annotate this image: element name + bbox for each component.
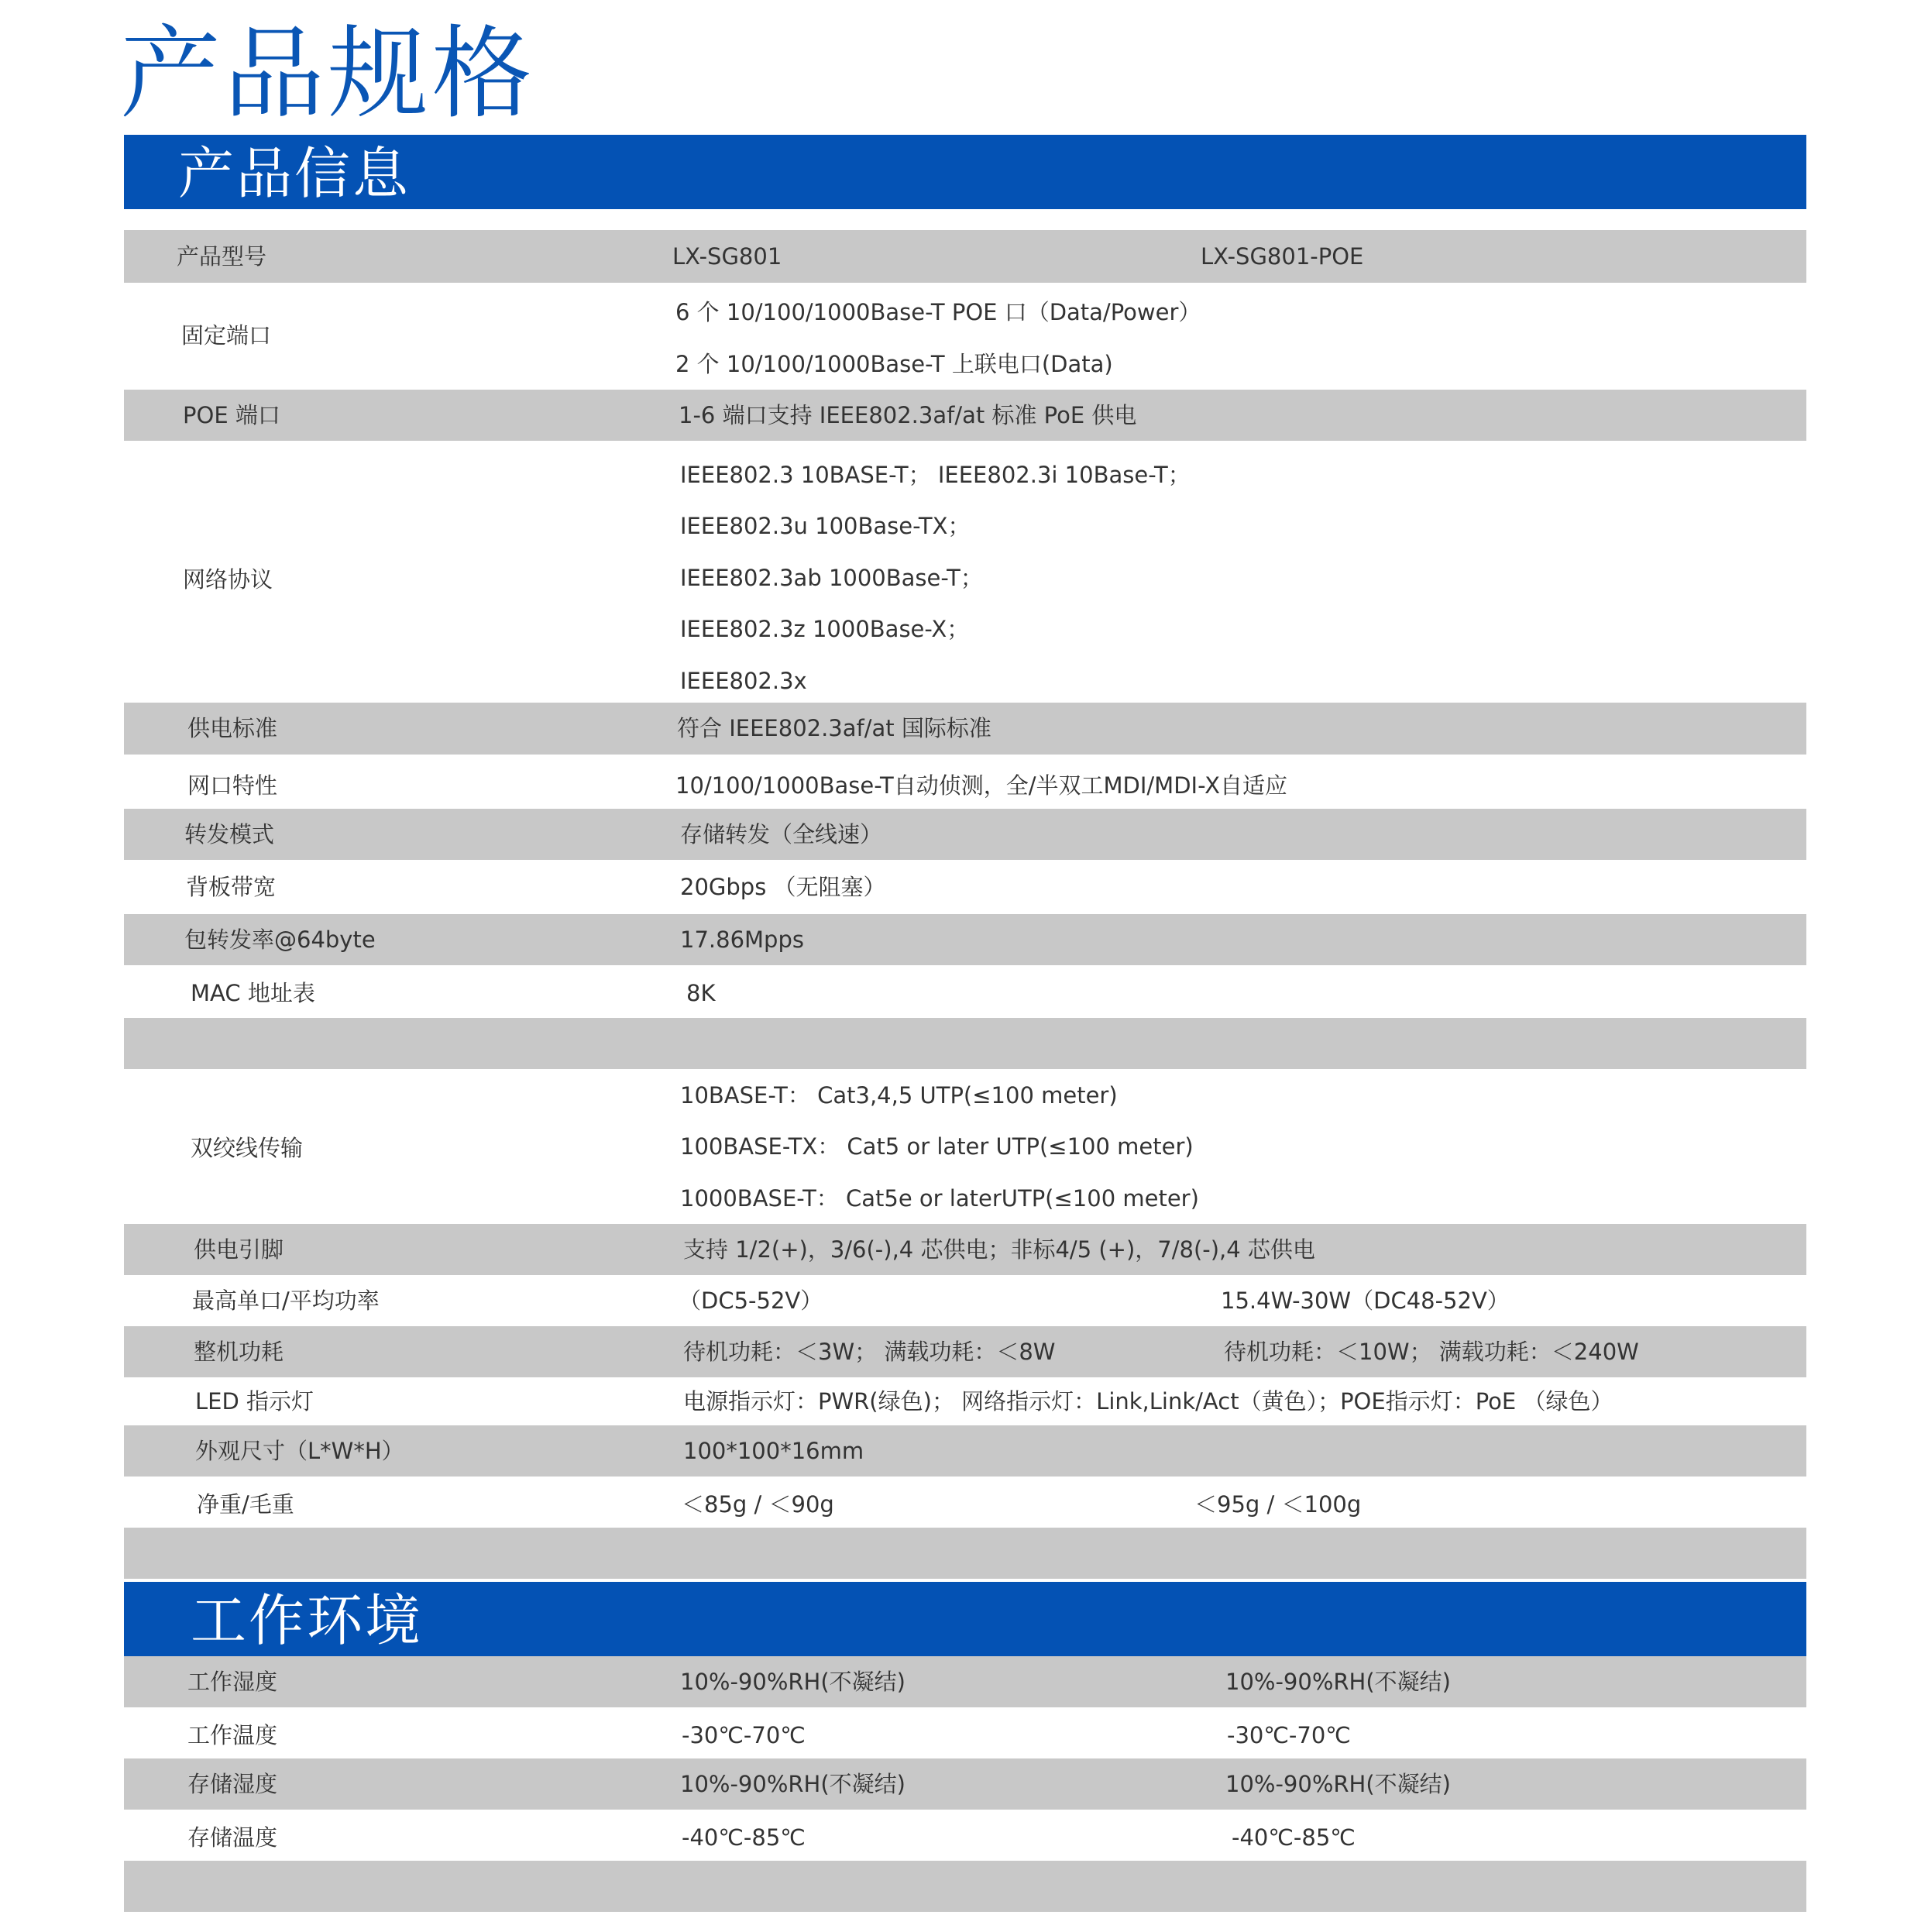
row-value-2: -40℃-85℃ bbox=[1232, 1824, 1356, 1851]
row-label: 工作温度 bbox=[187, 1722, 278, 1748]
table-row-twisted-pair bbox=[124, 1069, 1806, 1224]
table-row-dimensions bbox=[124, 1425, 1806, 1477]
row-label: 存储温度 bbox=[187, 1824, 278, 1851]
row-value: （DC5-52V） bbox=[679, 1287, 823, 1314]
row-value: 10%-90%RH(不凝结) bbox=[680, 1771, 906, 1797]
table-row-backplane bbox=[124, 860, 1806, 914]
table-row-work-humidity bbox=[124, 1656, 1806, 1707]
row-label: 工作湿度 bbox=[187, 1669, 278, 1695]
row-label: 产品型号 bbox=[177, 243, 267, 270]
row-value-line: 10BASE-T： Cat3,4,5 UTP(≤100 meter) bbox=[680, 1082, 1118, 1109]
row-value-line: 1000BASE-T： Cat5e or laterUTP(≤100 meter) bbox=[680, 1185, 1199, 1212]
table-row-consumption bbox=[124, 1326, 1806, 1377]
row-value-2: 10%-90%RH(不凝结) bbox=[1225, 1771, 1451, 1797]
table-row-fixed-ports bbox=[124, 283, 1806, 390]
row-label: 外观尺寸（L*W*H） bbox=[195, 1438, 404, 1464]
table-row-store-humidity bbox=[124, 1758, 1806, 1810]
row-label: 包转发率@64byte bbox=[184, 926, 376, 953]
row-value: -40℃-85℃ bbox=[682, 1824, 806, 1851]
table-row-mac-table bbox=[124, 965, 1806, 1018]
row-value: 支持 1/2(+)，3/6(-),4 芯供电；非标4/5 (+)，7/8(-),4 芯供电 bbox=[683, 1236, 1315, 1263]
row-label: 净重/毛重 bbox=[197, 1491, 294, 1518]
row-value-2: LX-SG801-POE bbox=[1201, 243, 1364, 270]
section-title: 工作环境 bbox=[191, 1588, 424, 1653]
row-label: MAC 地址表 bbox=[191, 980, 315, 1006]
table-row-empty bbox=[124, 1528, 1806, 1579]
section-header-environment bbox=[124, 1582, 1806, 1656]
row-value: 符合 IEEE802.3af/at 国际标准 bbox=[677, 715, 991, 741]
table-row-packet-rate bbox=[124, 914, 1806, 965]
row-value-line: IEEE802.3z 1000Base-X； bbox=[680, 616, 970, 642]
page-title: 产品规格 bbox=[120, 15, 536, 132]
row-value: 17.86Mpps bbox=[680, 926, 804, 953]
row-value: 1-6 端口支持 IEEE802.3af/at 标准 PoE 供电 bbox=[679, 402, 1137, 428]
table-row-port-feature bbox=[124, 755, 1806, 809]
row-value: 待机功耗：＜3W； 满载功耗：＜8W bbox=[683, 1339, 1056, 1365]
row-value-2: 待机功耗：＜10W； 满载功耗：＜240W bbox=[1224, 1339, 1639, 1365]
row-label: 整机功耗 bbox=[194, 1339, 284, 1365]
row-value: 10/100/1000Base-T自动侦测，全/半双工MDI/MDI-X自适应 bbox=[675, 772, 1287, 799]
row-label: 网口特性 bbox=[187, 772, 278, 799]
table-row-led bbox=[124, 1377, 1806, 1425]
table-row-forward-mode bbox=[124, 809, 1806, 860]
row-label: 供电引脚 bbox=[194, 1236, 284, 1263]
row-value-2: ＜95g / ＜100g bbox=[1194, 1491, 1362, 1518]
row-value-line: 6 个 10/100/1000Base-T POE 口（Data/Power） bbox=[675, 299, 1201, 325]
row-value-2: 10%-90%RH(不凝结) bbox=[1225, 1669, 1451, 1695]
row-value-line: IEEE802.3 10BASE-T； IEEE802.3i 10Base-T； bbox=[680, 462, 1191, 488]
table-row-work-temp bbox=[124, 1707, 1806, 1758]
row-value: 10%-90%RH(不凝结) bbox=[680, 1669, 906, 1695]
table-row-weight bbox=[124, 1477, 1806, 1528]
table-row-store-temp bbox=[124, 1810, 1806, 1861]
table-row-model bbox=[124, 230, 1806, 283]
row-value-line: 2 个 10/100/1000Base-T 上联电口(Data) bbox=[675, 351, 1113, 377]
row-value-line: 100BASE-TX： Cat5 or later UTP(≤100 meter) bbox=[680, 1133, 1194, 1160]
row-label: 转发模式 bbox=[184, 821, 275, 847]
row-label: 固定端口 bbox=[181, 322, 272, 349]
row-label: 双绞线传输 bbox=[191, 1135, 304, 1161]
row-label: 最高单口/平均功率 bbox=[192, 1287, 380, 1314]
table-row-protocols bbox=[124, 441, 1806, 703]
row-value: 20Gbps （无阻塞） bbox=[680, 874, 886, 900]
table-row-empty bbox=[124, 1861, 1806, 1912]
row-value: 100*100*16mm bbox=[683, 1438, 864, 1464]
table-row-power-standard bbox=[124, 703, 1806, 755]
section-header-product-info bbox=[124, 135, 1806, 209]
row-label: 网络协议 bbox=[183, 566, 273, 593]
row-label: 存储湿度 bbox=[187, 1771, 278, 1797]
row-value-2: 15.4W-30W（DC48-52V） bbox=[1221, 1287, 1510, 1314]
row-value: ＜85g / ＜90g bbox=[682, 1491, 834, 1518]
row-value-2: -30℃-70℃ bbox=[1227, 1722, 1351, 1748]
row-value: -30℃-70℃ bbox=[682, 1722, 806, 1748]
table-row-power-pins bbox=[124, 1224, 1806, 1275]
row-label: 背板带宽 bbox=[186, 874, 277, 900]
row-value: 存储转发（全线速） bbox=[680, 821, 883, 847]
row-value-line: IEEE802.3x bbox=[680, 668, 807, 694]
row-value-line: IEEE802.3ab 1000Base-T； bbox=[680, 565, 983, 591]
table-row-empty bbox=[124, 1018, 1806, 1069]
row-value: 电源指示灯：PWR(绿色)； 网络指示灯：Link,Link/Act（黄色）；POE指示灯：PoE （绿色） bbox=[683, 1388, 1613, 1415]
row-label: LED 指示灯 bbox=[195, 1388, 314, 1415]
table-row-poe-ports bbox=[124, 390, 1806, 441]
row-value: 8K bbox=[686, 980, 716, 1006]
row-value: LX-SG801 bbox=[672, 243, 782, 270]
table-row-max-power bbox=[124, 1275, 1806, 1326]
row-label: POE 端口 bbox=[183, 402, 280, 428]
section-title: 产品信息 bbox=[178, 141, 411, 206]
row-label: 供电标准 bbox=[187, 715, 278, 741]
row-value-line: IEEE802.3u 100Base-TX； bbox=[680, 513, 971, 539]
